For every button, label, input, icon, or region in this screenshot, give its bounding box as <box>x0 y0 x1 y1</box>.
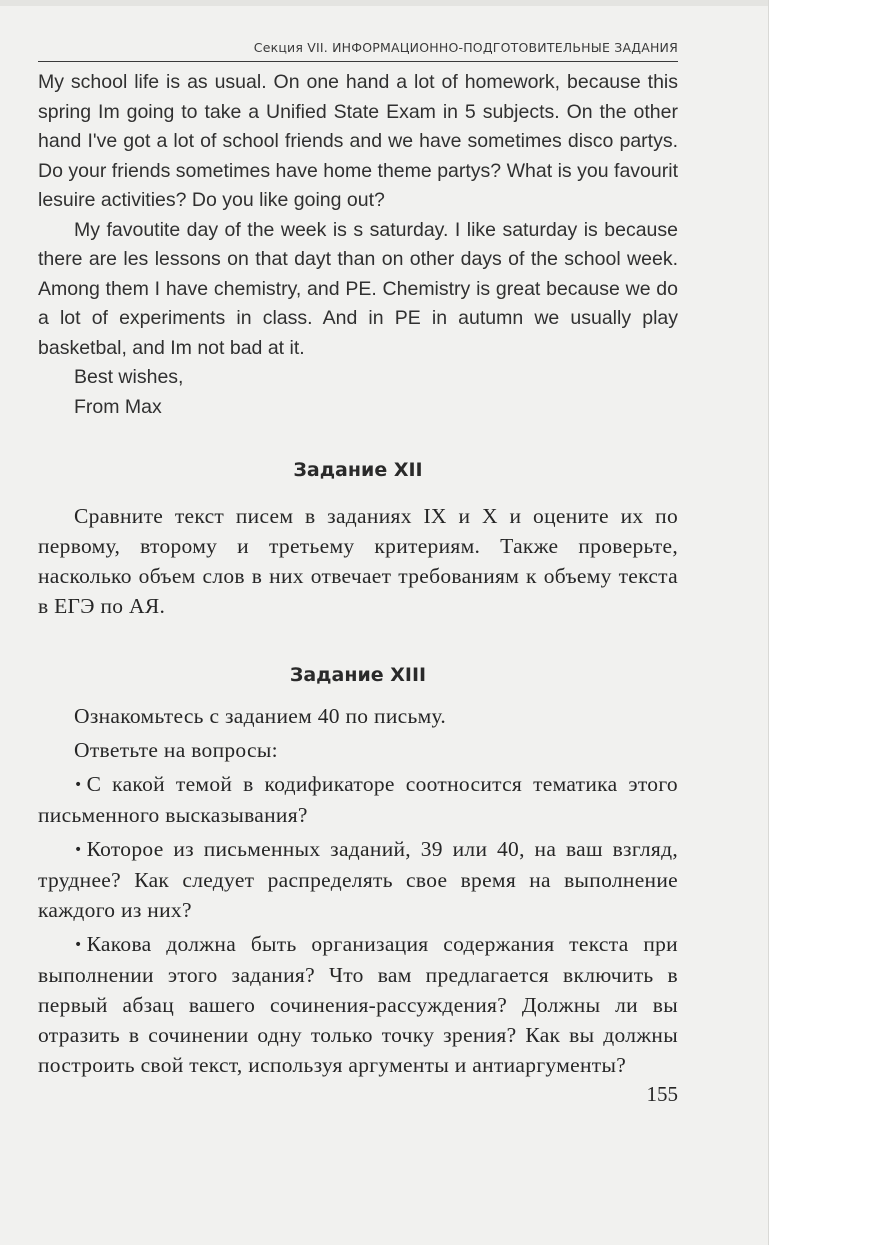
scan-top-edge <box>0 0 881 6</box>
book-page <box>38 40 678 1107</box>
task-xiii-heading: Задание XIII <box>289 664 427 686</box>
question-2 <box>38 834 678 925</box>
task-xiii-body <box>38 701 678 1080</box>
task-xiii-prompt: Ответьте на вопросы: <box>74 738 278 762</box>
task-xii-heading: Задание XII <box>293 459 423 481</box>
task-xii-text: Сравните текст писем в заданиях IX и X и оцените их по первому, второму и третьему критериям. Также проверьте, насколько объем слов в них отвечает требованиям к объему текста в ЕГЭ по АЯ. <box>38 504 678 618</box>
question-1 <box>38 769 678 830</box>
task-xiii-intro: Ознакомьтесь с заданием 40 по письму. <box>74 704 447 728</box>
question-1-text: С какой темой в кодификаторе соотносится тематика этого письменного высказывания? <box>38 772 678 827</box>
question-3-text: Какова должна быть организация содержания текста при выполнении этого задания? Что вам предлагается включить в первый абзац вашего сочинения-рассуждения? Должны ли вы отразить в сочинении одну только точку зрения? Как вы должны построить свой текст, используя аргументы и антиаргументы? <box>38 932 678 1077</box>
letter-paragraph-1: My school life is as usual. On one hand a lot of homework, because this spring Im going to take a Unified State Exam in 5 subjects. On the other hand I've got a lot of school friends and we have sometimes disco partys. Do your friends sometimes have home theme partys? What is you favourit lesuire activities? Do you like going out? <box>38 71 678 211</box>
question-3 <box>38 929 678 1080</box>
scan-margin <box>768 0 881 1245</box>
bullet-icon: • <box>74 842 83 858</box>
running-head: Секция VII. ИНФОРМАЦИОННО-ПОДГОТОВИТЕЛЬНЫЕ ЗАДАНИЯ <box>38 40 678 62</box>
letter-signature: From Max <box>74 395 162 418</box>
bullet-icon: • <box>74 777 83 793</box>
letter-paragraph-2: My favoutite day of the week is s saturday. I like saturday is because there are les lessons on that dayt than on other days of the school week. Among them I have chemistry, and PE. Chemistry is great because we do a lot of experiments in class. And in PE in autumn we usually play basketbal, and Im not bad at it. <box>38 218 678 359</box>
task-xii-body <box>38 501 678 621</box>
question-2-text: Которое из письменных заданий, 39 или 40, на ваш взгляд, труднее? Как следует распределять свое время на выполнение каждого из них? <box>38 837 678 922</box>
letter-text <box>38 68 678 422</box>
letter-closing: Best wishes, <box>74 366 184 388</box>
bullet-icon: • <box>74 937 83 953</box>
page-number: 155 <box>646 1082 678 1106</box>
